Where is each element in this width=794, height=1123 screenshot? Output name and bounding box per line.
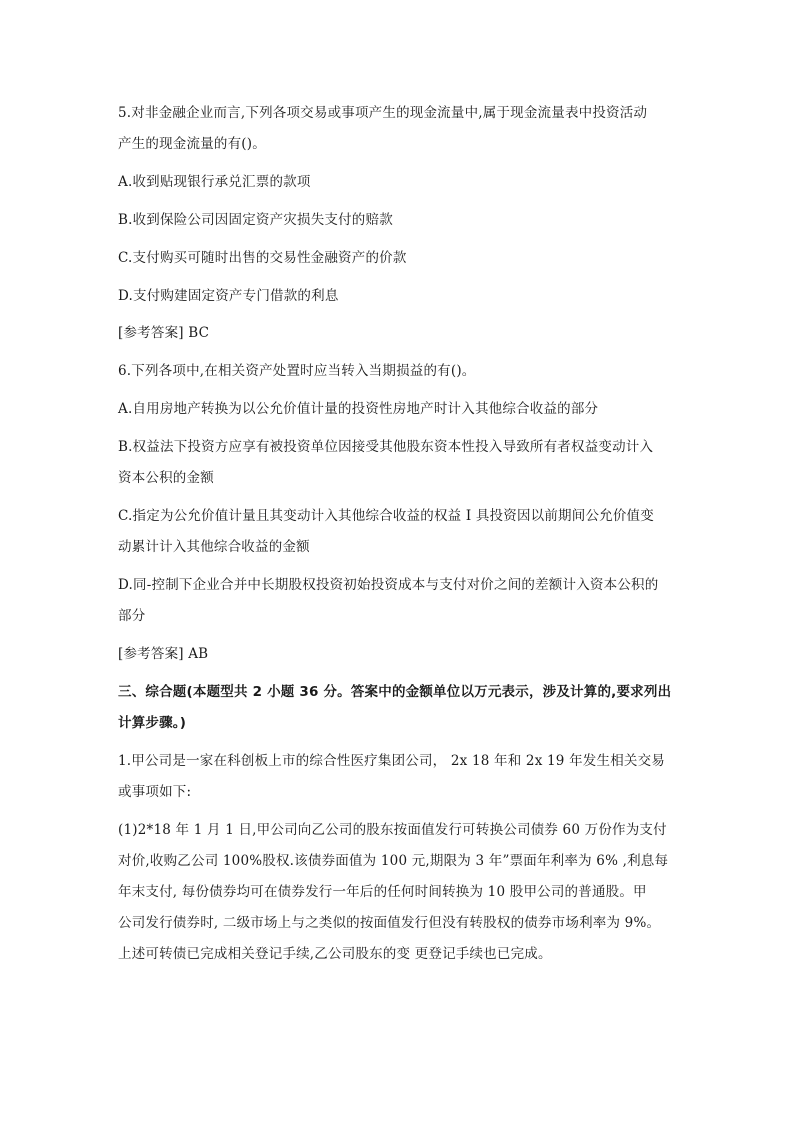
q1-paragraph-1-line-1: (1)2*18 年 1 月 1 日,甲公司向乙公司的股东按面值发行可转换公司债券 60 万份作为支付 xyxy=(118,822,667,838)
q1-intro-line-2: 或事项如下: xyxy=(118,784,192,800)
q5-option-b: B.收到保险公司因固定资产灾损失支付的赔款 xyxy=(118,212,393,228)
q6-option-b-line-1: B.权益法下投资方应享有被投资单位因接受其他股东资本性投入导致所有者权益变动计入 xyxy=(118,439,654,455)
q6-option-d-line-1: D.同-控制下企业合并中长期股权投资初始投资成本与支付对价之间的差额计入资本公积的 xyxy=(118,577,659,593)
q5-option-a: A.收到贴现银行承兑汇票的款项 xyxy=(118,174,311,190)
q6-option-c-line-2: 动累计计入其他综合收益的金额 xyxy=(118,539,310,555)
q5-stem-line-1: 5.对非金融企业而言,下列各项交易或事项产生的现金流量中,属于现金流量表中投资活动 xyxy=(118,105,648,121)
q6-stem: 6.下列各项中,在相关资产处置时应当转入当期损益的有()。 xyxy=(118,363,476,379)
q1-paragraph-1-line-4: 公司发行债券时, 二级市场上与之类似的按面值发行但没有转股权的债券市场利率为 9%。 xyxy=(118,915,661,931)
q1-paragraph-1-line-2: 对价,收购乙公司 100%股权.该债券面值为 100 元,期限为 3 年”票面年利率为 6% ,利息每 xyxy=(118,853,669,869)
q6-option-d-line-2: 部分 xyxy=(118,608,146,624)
q1-paragraph-1-line-3: 年末支付, 每份债券均可在债券发行一年后的任何时间转换为 10 股甲公司的普通股。甲 xyxy=(118,884,647,900)
q6-answer: [参考答案] AB xyxy=(118,646,209,662)
section3-heading-line-2: 计算步骤。) xyxy=(118,715,187,731)
q6-option-b-line-2: 资本公积的金额 xyxy=(118,470,214,486)
q6-option-c-line-1: C.指定为公允价值计量且其变动计入其他综合收益的权益 I 具投资因以前期间公允价值变 xyxy=(118,508,654,524)
q1-paragraph-1-line-5: 上述可转债已完成相关登记手续,乙公司股东的变 更登记手续也已完成。 xyxy=(118,946,552,962)
q1-intro-line-1: 1.甲公司是一家在科创板上市的综合性医疗集团公司， 2x 18 年和 2x 19 年发生相关交易 xyxy=(118,753,665,769)
q5-option-c: C.支付购买可随时出售的交易性金融资产的价款 xyxy=(118,250,407,266)
q5-answer: [参考答案] BC xyxy=(118,325,210,341)
section3-heading-line-1: 三、综合题(本题型共 2 小题 36 分。答案中的金额单位以万元表示，涉及计算的,要求列出 xyxy=(118,684,672,700)
q5-stem-line-2: 产生的现金流量的有()。 xyxy=(118,136,266,152)
q6-option-a: A.自用房地产转换为以公允价值计量的投资性房地产时计入其他综合收益的部分 xyxy=(118,401,599,417)
q5-option-d: D.支付购建固定资产专门借款的利息 xyxy=(118,288,339,304)
